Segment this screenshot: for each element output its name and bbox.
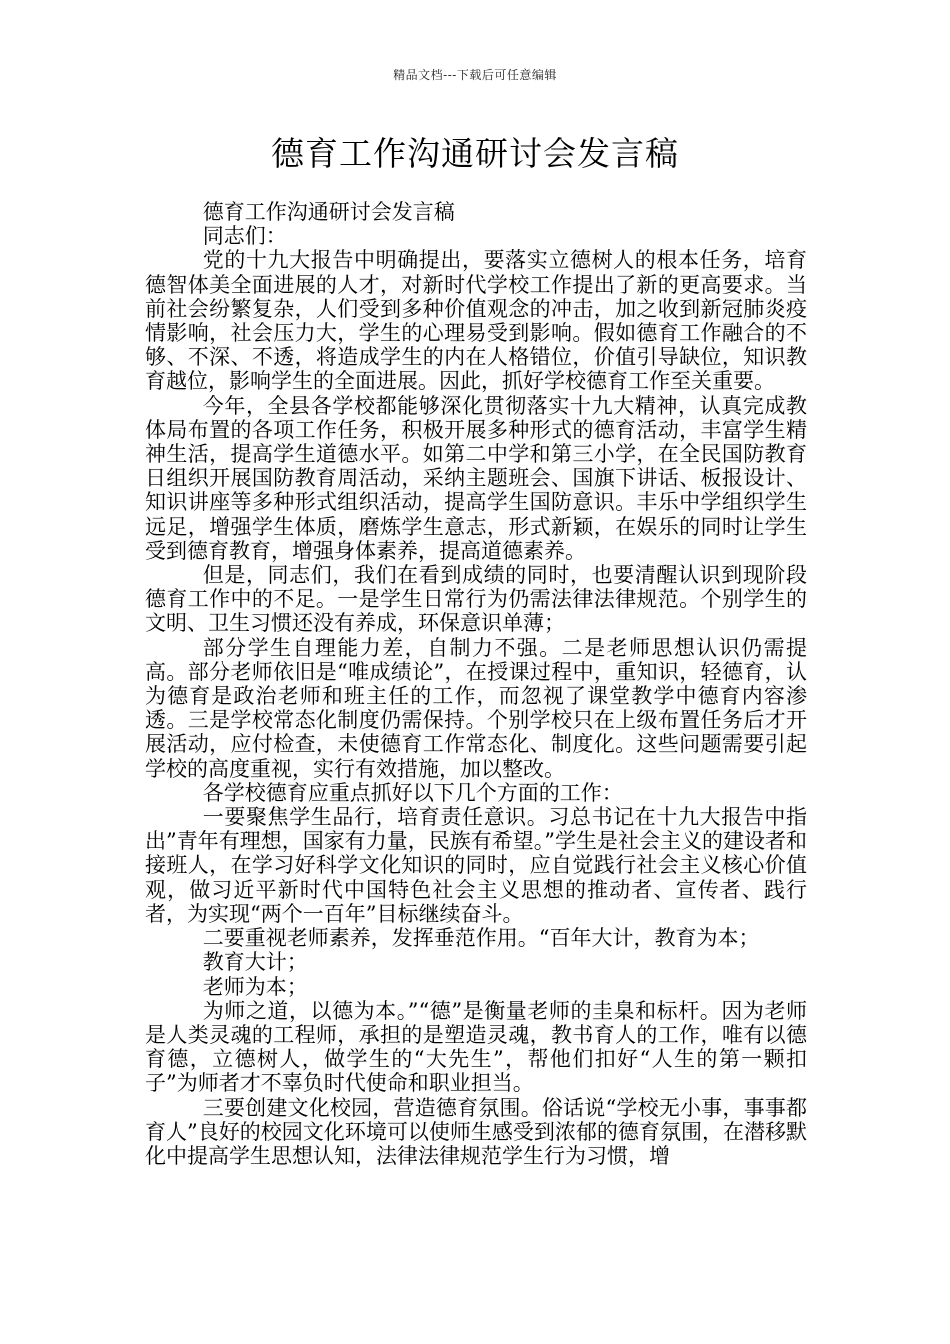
paragraph: 党的十九大报告中明确提出，要落实立德树人的根本任务，培育德智体美全面进展的人才，对新时代学校工作提出了新的更高要求。当前社会纷繁复杂，人们受到多种价值观念的冲击，加之收到新冠肺炎疫情影响，社会压力大，学生的心理易受到影响。假如德育工作融合的不够、不深、不透，将造成学生的内在人格错位，价值引导缺位，知识教育越位，影响学生的全面进展。因此，抓好学校德育工作至关重要。 (145, 248, 807, 394)
paragraph: 一要聚焦学生品行，培育责任意识。习总书记在十九大报告中指出”青年有理想，国家有力量，民族有希望。”学生是社会主义的建设者和接班人，在学习好科学文化知识的同时，应自觉践行社会主义核心价值观，做习近平新时代中国特色社会主义思想的推动者、宣传者、践行者，为实现“两个一百年”目标继续奋斗。 (145, 805, 807, 926)
paragraph-subtitle: 德育工作沟通研讨会发言稿 (202, 200, 455, 224)
paragraph: 三要创建文化校园，营造德育氛围。俗话说“学校无小事，事事都育人”良好的校园文化环境可以使师生感受到浓郁的德育氛围，在潜移默化中提高学生思想认知，法律法律规范学生行为习惯，增 (145, 1095, 807, 1168)
document-body (145, 200, 807, 1168)
paragraph: 但是，同志们，我们在看到成绩的同时，也要清醒认识到现阶段德育工作中的不足。一是学生日常行为仍需法律法律规范。个别学生的文明、卫生习惯还没有养成，环保意识单薄； (145, 563, 807, 636)
paragraph: 教育大计； (202, 950, 308, 975)
paragraph: 老师为本； (202, 974, 308, 999)
document-title: 德育工作沟通研讨会发言稿 (271, 134, 679, 173)
paragraph: 今年，全县各学校都能够深化贯彻落实十九大精神，认真完成教体局布置的各项工作任务，积极开展多种形式的德育活动，丰富学生精神生活，提高学生道德水平。如第二中学和第三小学，在全民国防教育日组织开展国防教育周活动，采纳主题班会、国旗下讲话、板报设计、知识讲座等多种形式组织活动，提高学生国防意识。丰乐中学组织学生远足，增强学生体质，磨炼学生意志，形式新颖，在娱乐的同时让学生受到德育教育，增强身体素养，提高道德素养。 (145, 393, 807, 563)
paragraph: 二要重视老师素养，发挥垂范作用。“百年大计，教育为本； (202, 926, 760, 951)
paragraph: 部分学生自理能力差，自制力不强。二是老师思想认识仍需提高。部分老师依旧是“唯成绩论”，在授课过程中，重知识，轻德育，认为德育是政治老师和班主任的工作，而忽视了课堂教学中德育内容渗透。三是学校常态化制度仍需保持。个别学校只在上级布置任务后才开展活动，应付检查，未使德育工作常态化、制度化。这些问题需要引起学校的高度重视，实行有效措施，加以整改。 (145, 635, 807, 781)
page-header-note: 精品文档---下载后可任意编辑 (393, 68, 557, 82)
paragraph: 各学校德育应重点抓好以下几个方面的工作： (202, 780, 623, 805)
paragraph-salutation: 同志们： (202, 224, 287, 249)
paragraph: 为师之道，以德为本。”“德”是衡量老师的圭臬和标杆。因为老师是人类灵魂的工程师，承担的是塑造灵魂，教书育人的工作，唯有以德育德，立德树人，做学生的“大先生”，帮他们扣好“人生的第一颗扣子”为师者才不辜负时代使命和职业担当。 (145, 998, 807, 1096)
